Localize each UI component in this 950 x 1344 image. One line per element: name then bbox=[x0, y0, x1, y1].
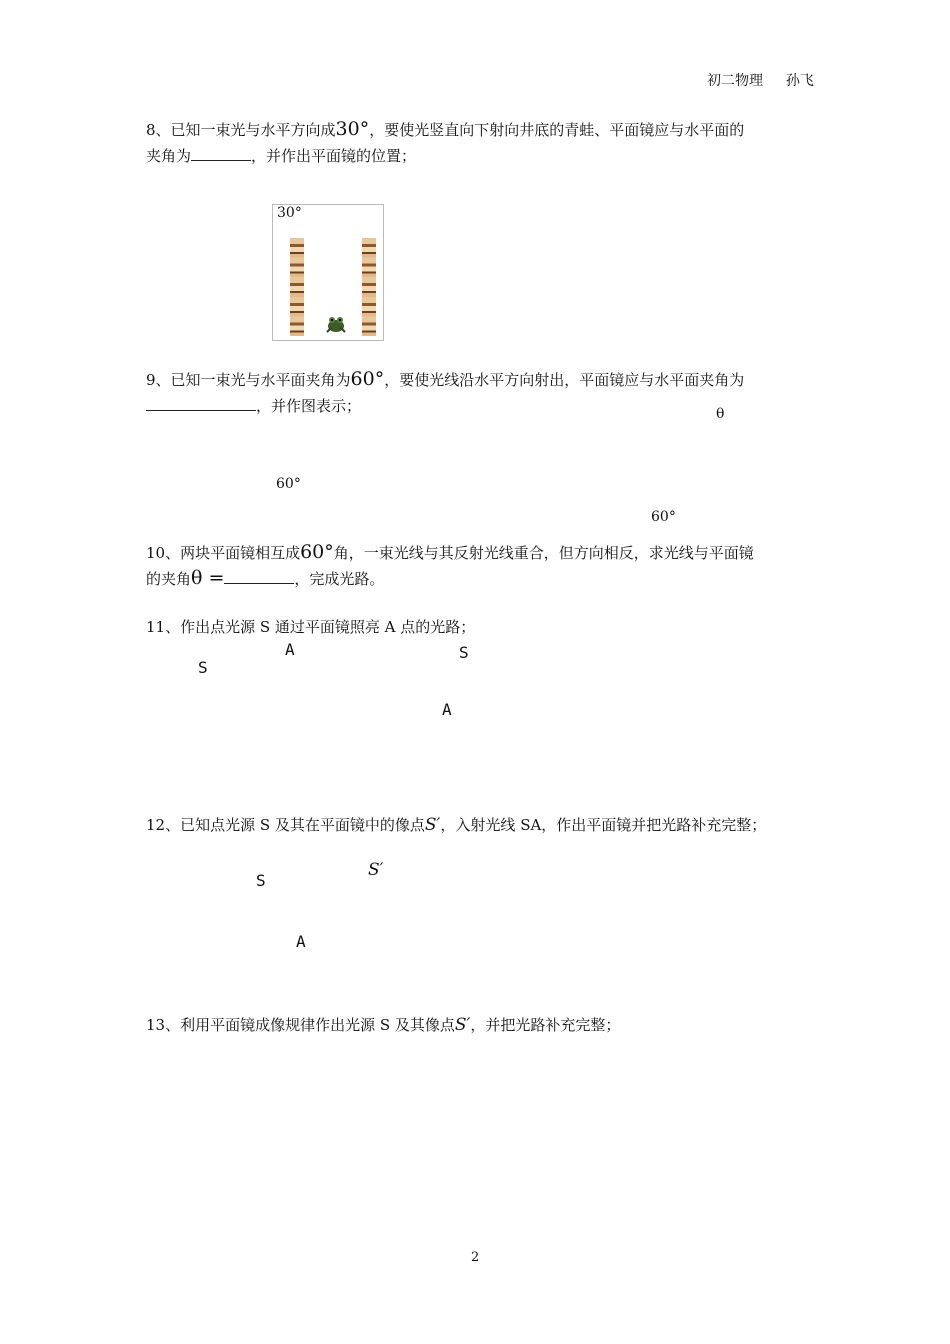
q13-text-a: 13、利用平面镜成像规律作出光源 S 及其像点 bbox=[146, 1016, 455, 1034]
question-8-line-1 bbox=[146, 116, 744, 143]
q8-line2-b: ，并作出平面镜的位置； bbox=[251, 147, 417, 165]
q12-source-s: S bbox=[256, 871, 266, 890]
header-author: 孙飞 bbox=[785, 73, 814, 89]
question-10-line-1 bbox=[146, 539, 754, 566]
q12-point-a: A bbox=[296, 932, 306, 951]
q10-text-b: 角，一束光线与其反射光线重合，但方向相反，求光线与平面镜 bbox=[333, 544, 754, 562]
q9-text-a: 9、已知一束光与水平面夹角为 bbox=[146, 371, 351, 389]
q9-angle-label-left: 60° bbox=[276, 476, 301, 492]
header-subject: 初二物理 bbox=[707, 73, 763, 89]
q9-text-b: ，要使光线沿水平方向射出，平面镜应与水平面夹角为 bbox=[384, 371, 745, 389]
question-8-line-2 bbox=[146, 143, 416, 169]
q10-angle: 60° bbox=[300, 541, 334, 563]
q10-equals: = bbox=[208, 567, 225, 589]
q12-text-b: ，入射光线 SA，作出平面镜并把光路补充完整； bbox=[440, 816, 767, 834]
q8-text-b: ，要使光竖直向下射向井底的青蛙、平面镜应与水平面的 bbox=[369, 121, 745, 139]
q8-text-a: 8、已知一束光与水平方向成 bbox=[146, 121, 336, 139]
q8-angle: 30° bbox=[335, 118, 370, 140]
q13-text-b: ，并把光路补充完整； bbox=[470, 1016, 621, 1034]
q9-angle-label-right: 60° bbox=[651, 509, 676, 525]
q9-theta-label: θ bbox=[716, 406, 725, 422]
page-header bbox=[707, 70, 814, 90]
q10-line2-a: 的夹角 bbox=[146, 570, 192, 588]
q9-answer-blank[interactable] bbox=[146, 394, 256, 411]
q8-line2-a: 夹角为 bbox=[146, 147, 192, 165]
q12-s-prime: S′ bbox=[424, 815, 441, 835]
q12-image-s-prime: S′ bbox=[368, 860, 384, 880]
q11-left-point-a: A bbox=[285, 640, 295, 659]
page-number: 2 bbox=[471, 1250, 480, 1265]
question-12 bbox=[146, 812, 766, 838]
q10-text-a: 10、两块平面镜相互成 bbox=[146, 544, 301, 562]
q9-angle: 60° bbox=[350, 368, 385, 390]
frog-icon bbox=[325, 314, 347, 334]
well-wall-left bbox=[290, 238, 304, 336]
q11-text: 11、作出点光源 S 通过平面镜照亮 A 点的光路； bbox=[146, 618, 476, 636]
well-figure bbox=[272, 204, 384, 341]
question-11 bbox=[146, 614, 475, 640]
q11-right-point-a: A bbox=[442, 700, 452, 719]
q13-s-prime: S′ bbox=[454, 1015, 471, 1035]
well-angle-label: 30° bbox=[277, 205, 302, 221]
question-9-line-1 bbox=[146, 366, 744, 393]
q11-right-source-s: S bbox=[459, 643, 469, 662]
q10-answer-blank[interactable] bbox=[224, 567, 294, 584]
question-13 bbox=[146, 1012, 620, 1038]
q11-left-source-s: S bbox=[198, 658, 208, 677]
q12-text-a: 12、已知点光源 S 及其在平面镜中的像点 bbox=[146, 816, 425, 834]
q10-line2-b: ，完成光路。 bbox=[294, 570, 385, 588]
question-10-line-2 bbox=[146, 565, 384, 592]
q8-answer-blank[interactable] bbox=[191, 144, 251, 161]
q9-line2-b: ，并作图表示； bbox=[256, 397, 362, 415]
q10-theta: θ bbox=[191, 567, 203, 589]
question-9-line-2 bbox=[146, 393, 361, 419]
well-wall-right bbox=[362, 238, 376, 336]
